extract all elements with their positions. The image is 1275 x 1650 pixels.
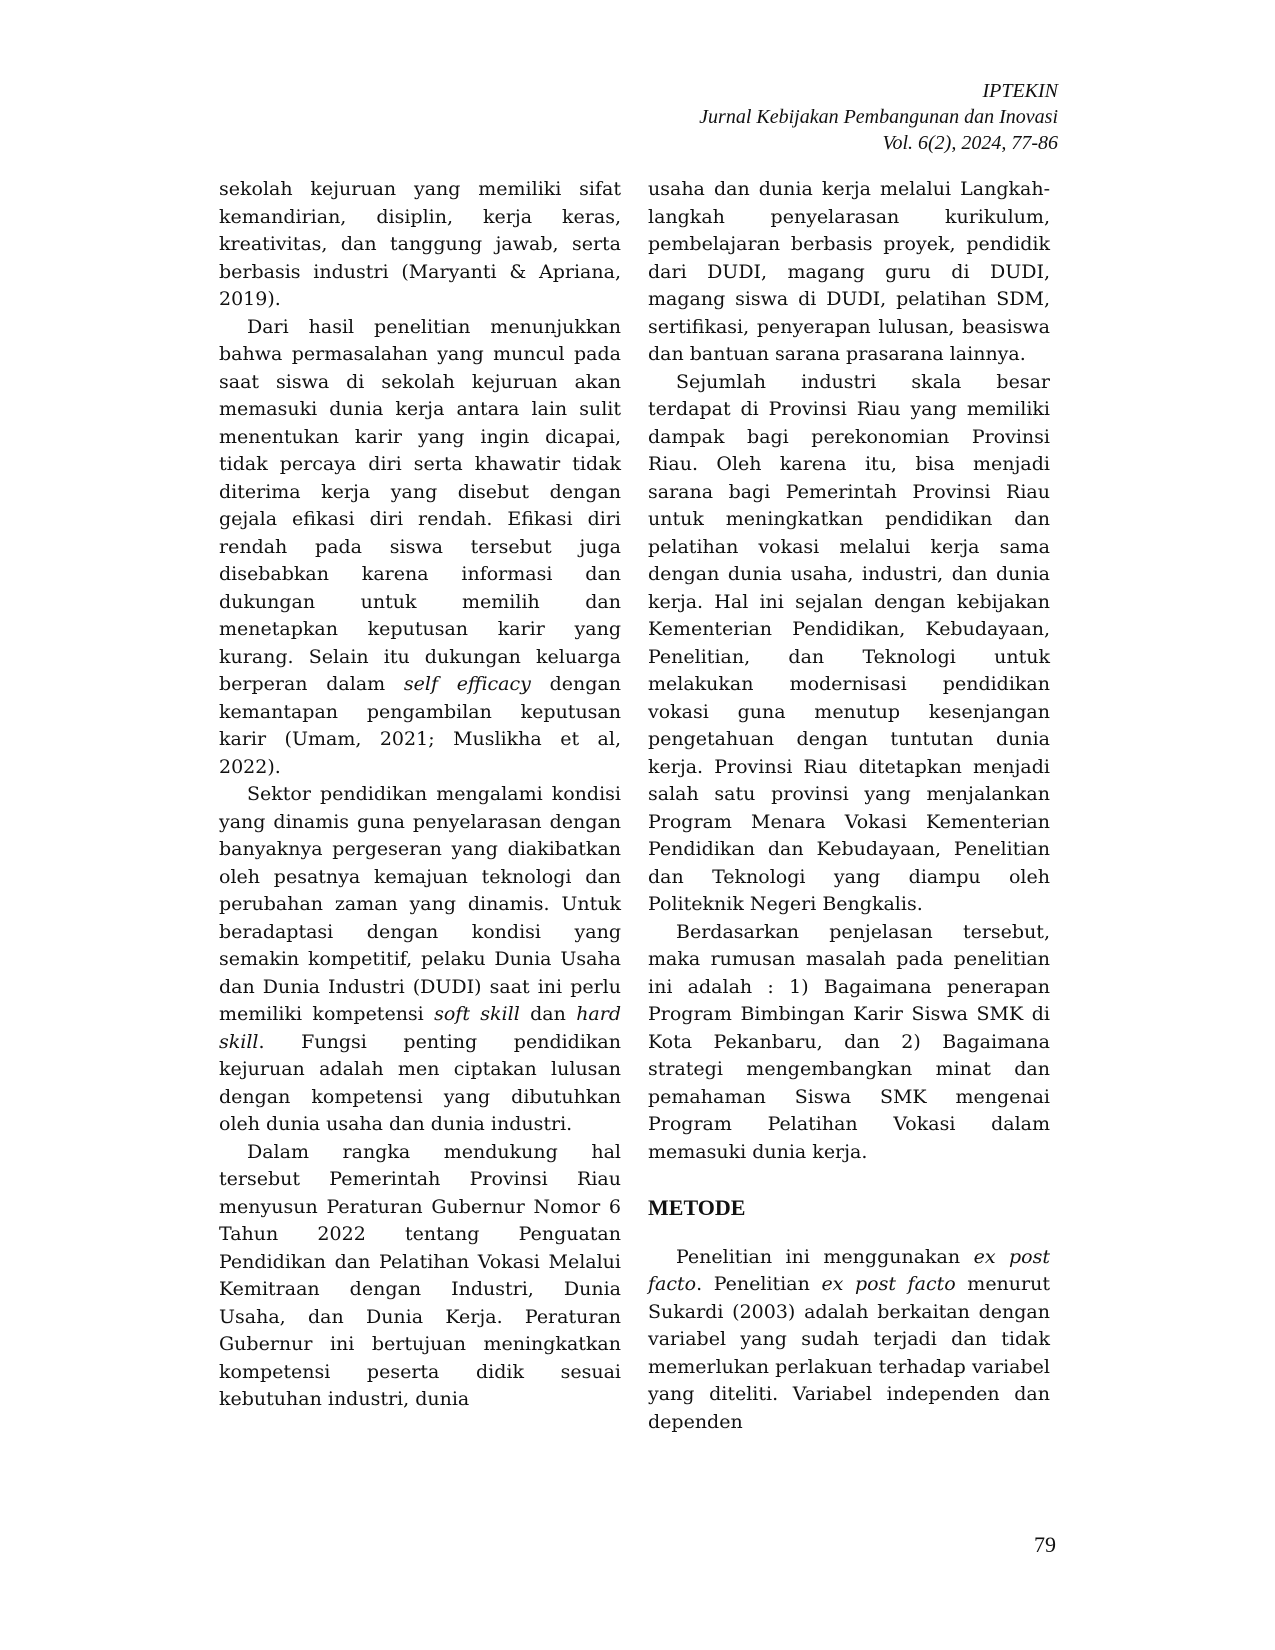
paragraph: Dalam rangka mendukung hal tersebut Pemerintah Provinsi Riau menyusun Peraturan Gubernur Nomor 6 Tahun 2022 tentang Penguatan Pendidikan dan Pelatihan Vokasi Melalui Kemitraan dengan Industri, Dunia Usaha, dan Dunia Kerja. Peraturan Gubernur ini bertujuan meningkatkan kompetensi peserta didik sesuai kebutuhan industri, dunia xyxy=(219,1140,621,1410)
paragraph: Berdasarkan penjelasan tersebut, maka rumusan masalah pada penelitian ini adalah : 1) Bagaimana penerapan Program Bimbingan Karir Siswa SMK di Kota Pekanbaru, dan 2) Bagaimana strategi mengembangkan minat dan pemahaman Siswa SMK mengenai Program Pelatihan Vokasi dalam memasuki dunia kerja. xyxy=(648,920,1050,1163)
right-column xyxy=(648,176,1050,1436)
paragraph: Dari hasil penelitian menunjukkan bahwa permasalahan yang muncul pada saat siswa di sekolah kejuruan akan memasuki dunia kerja antara lain sulit menentukan karir yang ingin dicapai, tidak percaya diri serta khawatir tidak diterima kerja yang disebut dengan gejala efikasi diri rendah. Efikasi diri rendah pada siswa tersebut juga disebabkan karena informasi dan dukungan untuk memilih dan menetapkan keputusan karir yang kurang. Selain itu dukungan keluarga berperan dalam self efficacy dengan kemantapan pengambilan keputusan karir (Umam, 2021; Muslikha et al, 2022). xyxy=(219,315,621,778)
section-heading: METODE xyxy=(648,1195,746,1220)
journal-subtitle: Jurnal Kebijakan Pembangunan dan Inovasi xyxy=(699,106,1058,128)
italic-term: soft skill xyxy=(434,1003,520,1025)
paragraph: Sejumlah industri skala besar terdapat di Provinsi Riau yang memiliki dampak bagi perekonomian Provinsi Riau. Oleh karena itu, bisa menjadi sarana bagi Pemerintah Provinsi Riau untuk meningkatkan pendidikan dan pelatihan vokasi melalui kerja sama dengan dunia usaha, industri, dan dunia kerja. Hal ini sejalan dengan kebijakan Kementerian Pendidikan, Kebudayaan, Penelitian, dan Teknologi untuk melakukan modernisasi pendidikan vokasi guna menutup kesenjangan pengetahuan dengan tuntutan dunia kerja. Provinsi Riau ditetapkan menjadi salah satu provinsi yang menjalankan Program Menara Vokasi Kementerian Pendidikan dan Kebudayaan, Penelitian dan Teknologi yang diampu oleh Politeknik Negeri Bengkalis. xyxy=(648,370,1050,915)
journal-name: IPTEKIN xyxy=(982,80,1058,102)
running-header xyxy=(699,78,1058,156)
page-number: 79 xyxy=(1034,1532,1056,1557)
italic-term: self efficacy xyxy=(403,673,531,695)
left-column xyxy=(219,176,621,1414)
italic-term: ex post facto xyxy=(821,1273,956,1295)
italic-term: hard skill xyxy=(219,1003,621,1053)
paragraph: Penelitian ini menggunakan ex post facto. Penelitian ex post facto menurut Sukardi (2003) adalah berkaitan dengan variabel yang sudah terjadi dan tidak memerlukan perlakuan terhadap variabel yang diteliti. Variabel independen dan dependen xyxy=(648,1245,1050,1433)
paragraph: Sektor pendidikan mengalami kondisi yang dinamis guna penyelarasan dengan banyaknya pergeseran yang diakibatkan oleh pesatnya kemajuan teknologi dan perubahan zaman yang dinamis. Untuk beradaptasi dengan kondisi yang semakin kompetitif, pelaku Dunia Usaha dan Dunia Industri (DUDI) saat ini perlu memiliki kompetensi soft skill dan hard skill. Fungsi penting pendidikan kejuruan adalah men ciptakan lulusan dengan kompetensi yang dibutuhkan oleh dunia usaha dan dunia industri. xyxy=(219,783,621,1135)
journal-volume: Vol. 6(2), 2024, 77-86 xyxy=(882,132,1058,154)
italic-term: ex post facto xyxy=(648,1245,1050,1295)
paragraph: usaha dan dunia kerja melalui Langkah-langkah penyelarasan kurikulum, pembelajaran berbasis proyek, pendidik dari DUDI, magang guru di DUDI, magang siswa di DUDI, pelatihan SDM, sertifikasi, penyerapan lulusan, beasiswa dan bantuan sarana prasarana lainnya. xyxy=(648,178,1050,365)
paragraph: sekolah kejuruan yang memiliki sifat kemandirian, disiplin, kerja keras, kreativitas, dan tanggung jawab, serta berbasis industri (Maryanti & Apriana, 2019). xyxy=(219,178,621,310)
